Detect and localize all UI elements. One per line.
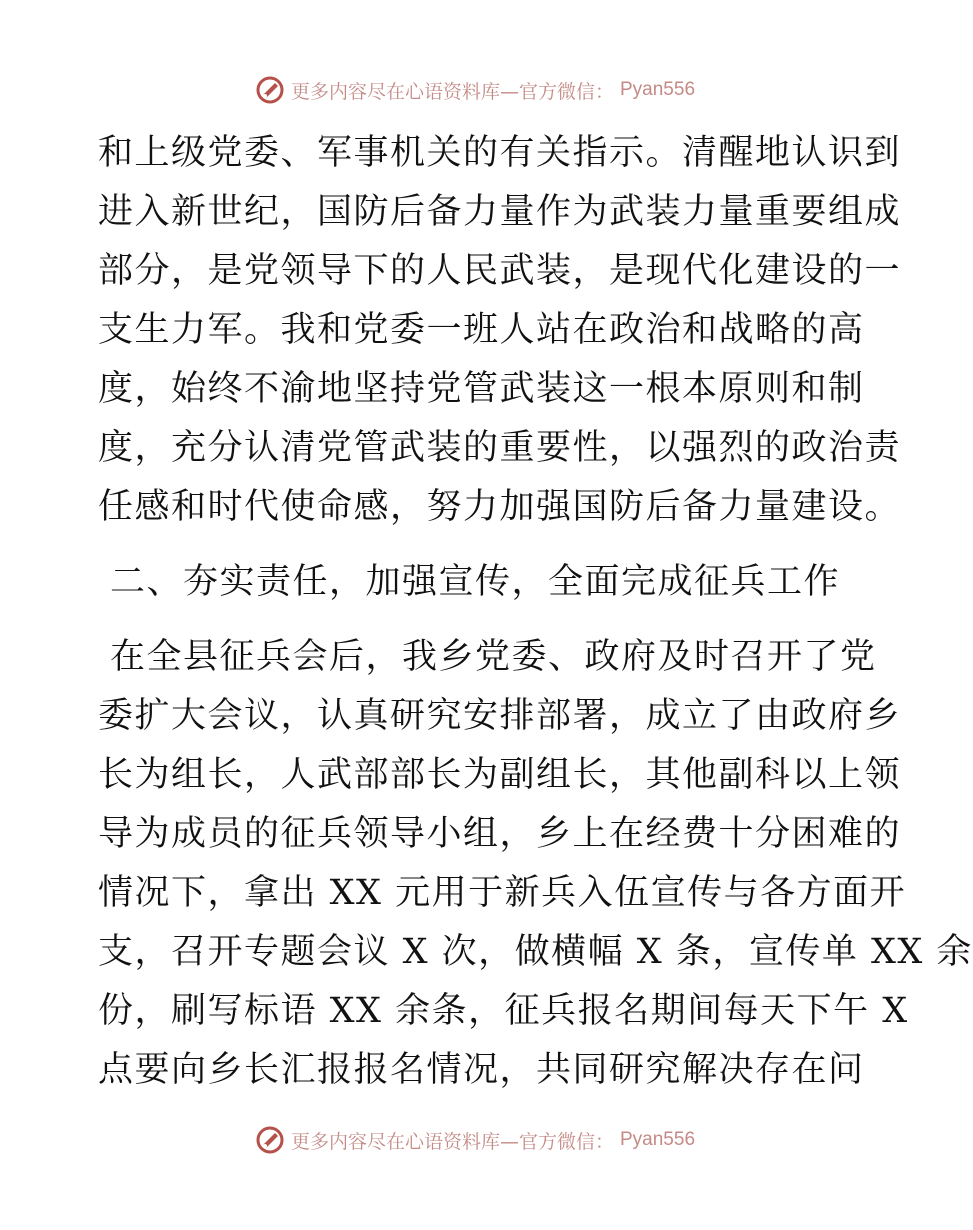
text-line: 和上级党委、军事机关的有关指示。清醒地认识到 [98, 133, 902, 173]
text-line: 份，刷写标语 XX 余条，征兵报名期间每天下午 X [98, 991, 909, 1031]
spacer [98, 537, 858, 553]
text-line: 进入新世纪，国防后备力量作为武装力量重要组成 [98, 192, 902, 232]
text-line: 度，充分认清党管武装的重要性，以强烈的政治责 [98, 428, 902, 468]
text-line: 支，召开专题会议 X 次，做横幅 X 条，宣传单 XX 余 [98, 932, 973, 972]
watermark-text: 更多内容尽在心语资料库—官方微信： [290, 1130, 614, 1153]
section-heading: 二、夯实责任，加强宣传，全面完成征兵工作 [110, 562, 841, 602]
text-line: 情况下，拿出 XX 元用于新兵入伍宣传与各方面开 [98, 873, 907, 913]
text-line: 在全县征兵会后，我乡党委、政府及时召开了党 [110, 637, 877, 677]
watermark-text: 更多内容尽在心语资料库—官方微信： [290, 80, 614, 103]
brand-logo-icon [255, 1125, 285, 1155]
text-line: 委扩大会议，认真研究安排部署，成立了由政府乡 [98, 696, 902, 736]
watermark-handle: Pyan556 [620, 1129, 696, 1150]
text-line: 长为组长，人武部部长为副组长，其他副科以上领 [98, 755, 902, 795]
text-line: 任感和时代使命感，努力加强国防后备力量建设。 [98, 487, 902, 527]
text-line: 支生力军。我和党委一班人站在政治和战略的高 [98, 310, 865, 350]
text-line: 导为成员的征兵领导小组，乡上在经费十分困难的 [98, 814, 902, 854]
header-watermark [0, 72, 950, 108]
footer-watermark [0, 1122, 950, 1158]
watermark-handle: Pyan556 [620, 79, 696, 100]
brand-logo-icon [255, 75, 285, 105]
text-line: 点要向乡长汇报报名情况，共同研究解决存在问 [98, 1050, 865, 1090]
document-body [98, 124, 973, 1100]
spacer [98, 612, 858, 628]
text-line: 度，始终不渝地坚持党管武装这一根本原则和制 [98, 369, 865, 409]
paragraph-1 [98, 124, 902, 537]
text-line: 部分，是党领导下的人民武装，是现代化建设的一 [98, 251, 902, 291]
paragraph-2 [98, 628, 973, 1100]
